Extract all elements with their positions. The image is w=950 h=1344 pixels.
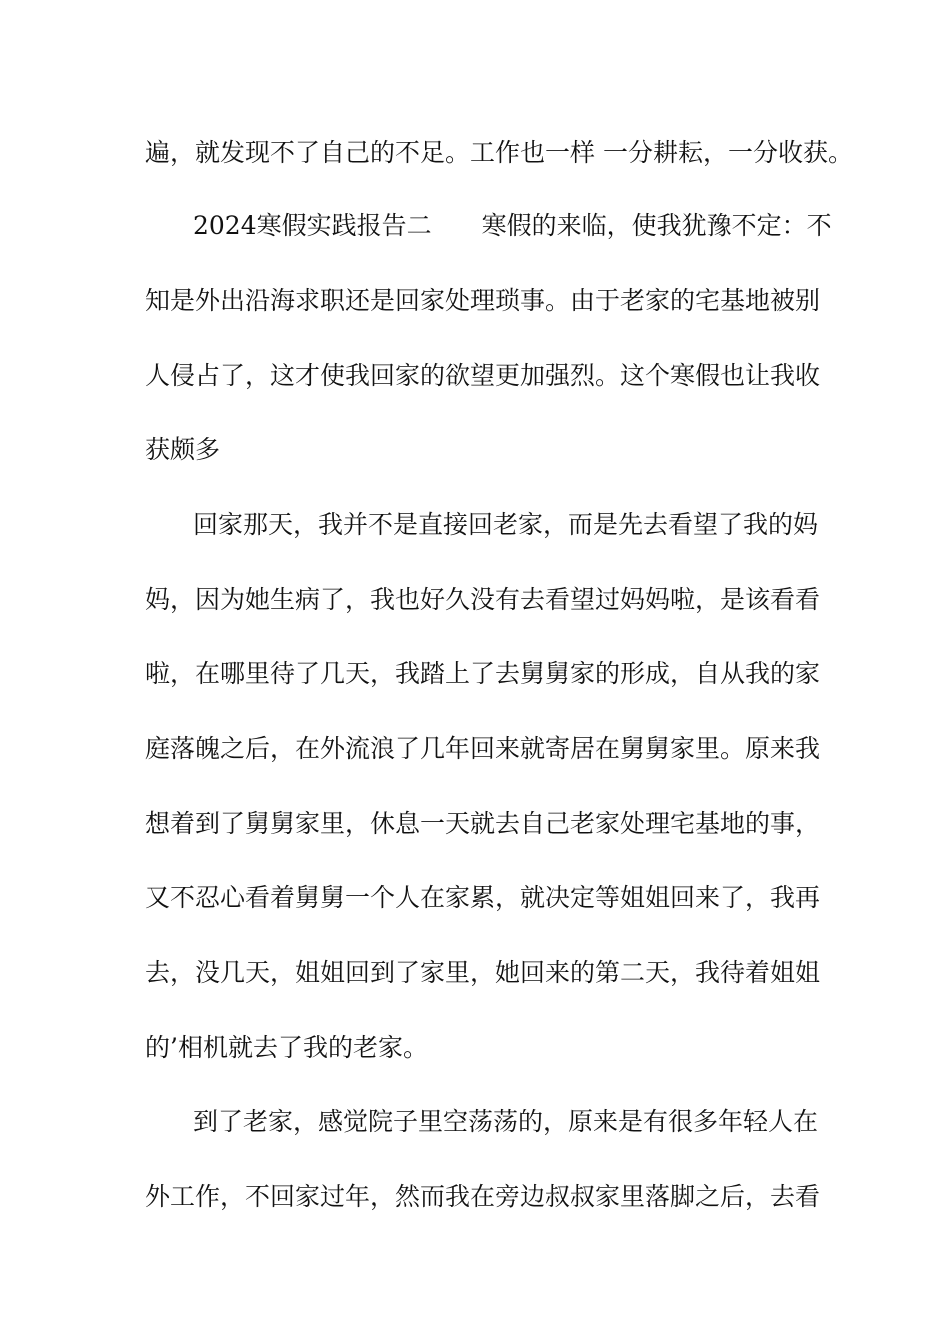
- text-line: 啦，在哪里待了几天，我踏上了去舅舅家的形成，自从我的家: [145, 659, 821, 688]
- text-line: 回家那天，我并不是直接回老家，而是先去看望了我的妈: [193, 510, 819, 539]
- text-line: 获颇多: [145, 435, 221, 464]
- text-line: 想着到了舅舅家里，休息一天就去自己老家处理宅基地的事，: [145, 809, 821, 838]
- text-line: 的’相机就去了我的老家。: [145, 1033, 428, 1062]
- text-line: 2024寒假实践报告二 寒假的来临，使我犹豫不定：不: [193, 211, 832, 240]
- text-line: 知是外出沿海求职还是回家处理琐事。由于老家的宅基地被别: [145, 286, 821, 315]
- text-line: 人侵占了，这才使我回家的欲望更加强烈。这个寒假也让我收: [145, 361, 821, 390]
- text-line: 遍，就发现不了自己的不足。工作也一样 一分耕耘，一分收获。: [145, 138, 853, 167]
- text-line: 外工作，不回家过年，然而我在旁边叔叔家里落脚之后，去看: [145, 1182, 821, 1211]
- text-line: 去，没几天，姐姐回到了家里，她回来的第二天，我待着姐姐: [145, 958, 821, 987]
- text-line: 又不忍心看着舅舅一个人在家累，就决定等姐姐回来了，我再: [145, 883, 821, 912]
- text-line: 到了老家，感觉院子里空荡荡的，原来是有很多年轻人在: [193, 1107, 819, 1136]
- text-line: 庭落魄之后，在外流浪了几年回来就寄居在舅舅家里。原来我: [145, 734, 821, 763]
- text-line: 妈，因为她生病了，我也好久没有去看望过妈妈啦，是该看看: [145, 585, 821, 614]
